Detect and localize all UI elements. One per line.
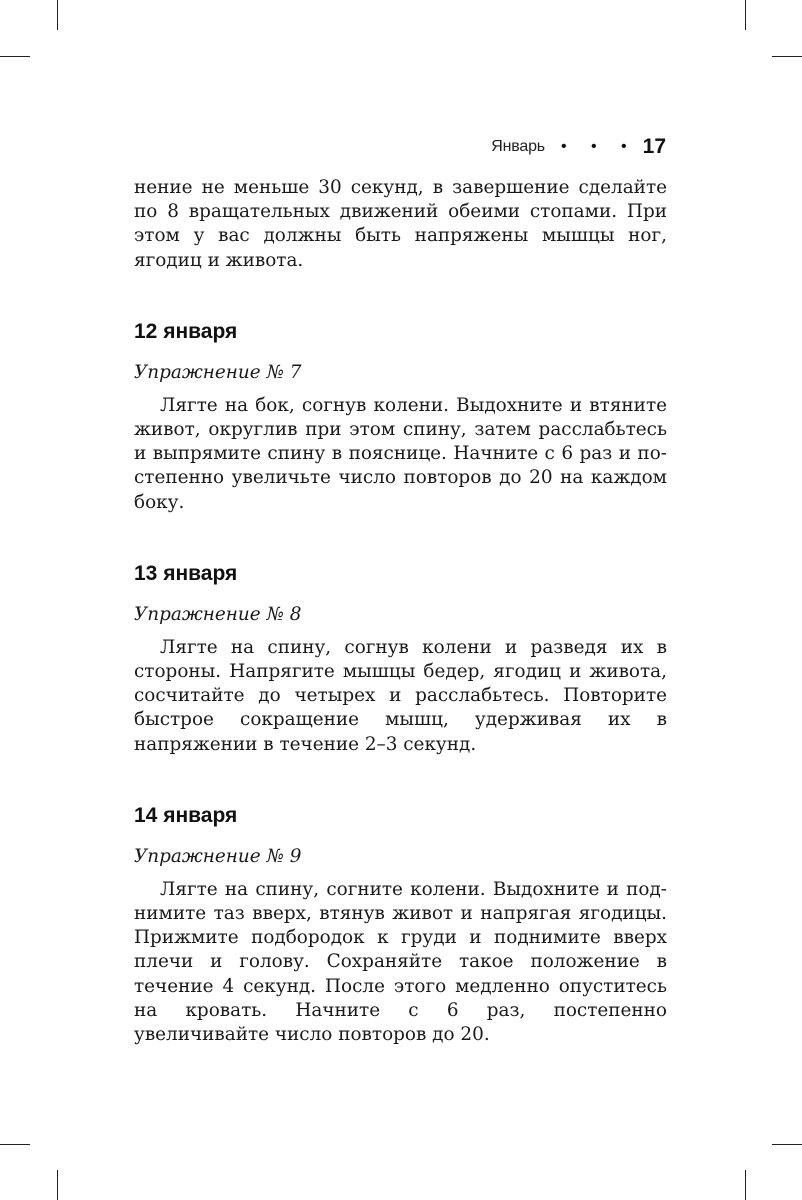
crop-mark-top-left [57, 0, 58, 30]
intro-paragraph: нение не меньше 30 секунд, в завершение сделайте по 8 вращательных движений обеими стопами. При этом у вас должны быть напряжены мышцы ног, ягодиц и живота. [134, 177, 667, 271]
section-date-13: 13 января [134, 561, 238, 585]
exercise-title-7: Упражнение № 7 [134, 361, 302, 383]
exercise-title-9: Упражнение № 9 [134, 845, 302, 867]
running-header [491, 135, 666, 159]
section-date-14: 14 января [134, 803, 238, 827]
crop-mark-left-bottom [0, 1144, 30, 1145]
running-title: Январь [491, 138, 545, 155]
crop-mark-right-bottom [772, 1144, 802, 1145]
crop-mark-right-top [772, 56, 802, 57]
page-number: 17 [642, 135, 666, 158]
page-body [134, 176, 667, 1047]
section-date-12: 12 января [134, 319, 238, 343]
exercise-text-8: Лягте на спину, согнув колени и разведя их в стороны. Напрягите мышцы бедер, ягодиц и живота, сосчитайте до четырех и расслабьтесь. Повторите быстрое сокращение мышц, удерживая их в напряжении в течение 2–3 секунд. [134, 636, 667, 755]
crop-mark-left-top [0, 56, 30, 57]
crop-mark-bottom-right [745, 1170, 746, 1200]
exercise-text-7: Лягте на бок, согнув колени. Выдохните и втяните живот, округлив при этом спину, затем расслабьтесь и выпрямите спину в пояснице. Начните с 6 раз и постепенно увеличьте число повторов до 20 на каждом боку. [134, 394, 667, 513]
header-dots: • • • [560, 138, 637, 155]
crop-mark-top-right [745, 0, 746, 30]
exercise-text-9: Лягте на спину, согните колени. Выдохните и поднимите таз вверх, втянув живот и напрягая ягодицы. Прижмите подбородок к груди и поднимите вверх плечи и голову. Сохраняйте такое положение в течение 4 секунд. После этого медленно опуститесь на кровать. Начните с 6 раз, постепенно увеличивайте число повторов до 20. [134, 878, 667, 1046]
crop-mark-bottom-left [57, 1170, 58, 1200]
exercise-title-8: Упражнение № 8 [134, 603, 302, 625]
